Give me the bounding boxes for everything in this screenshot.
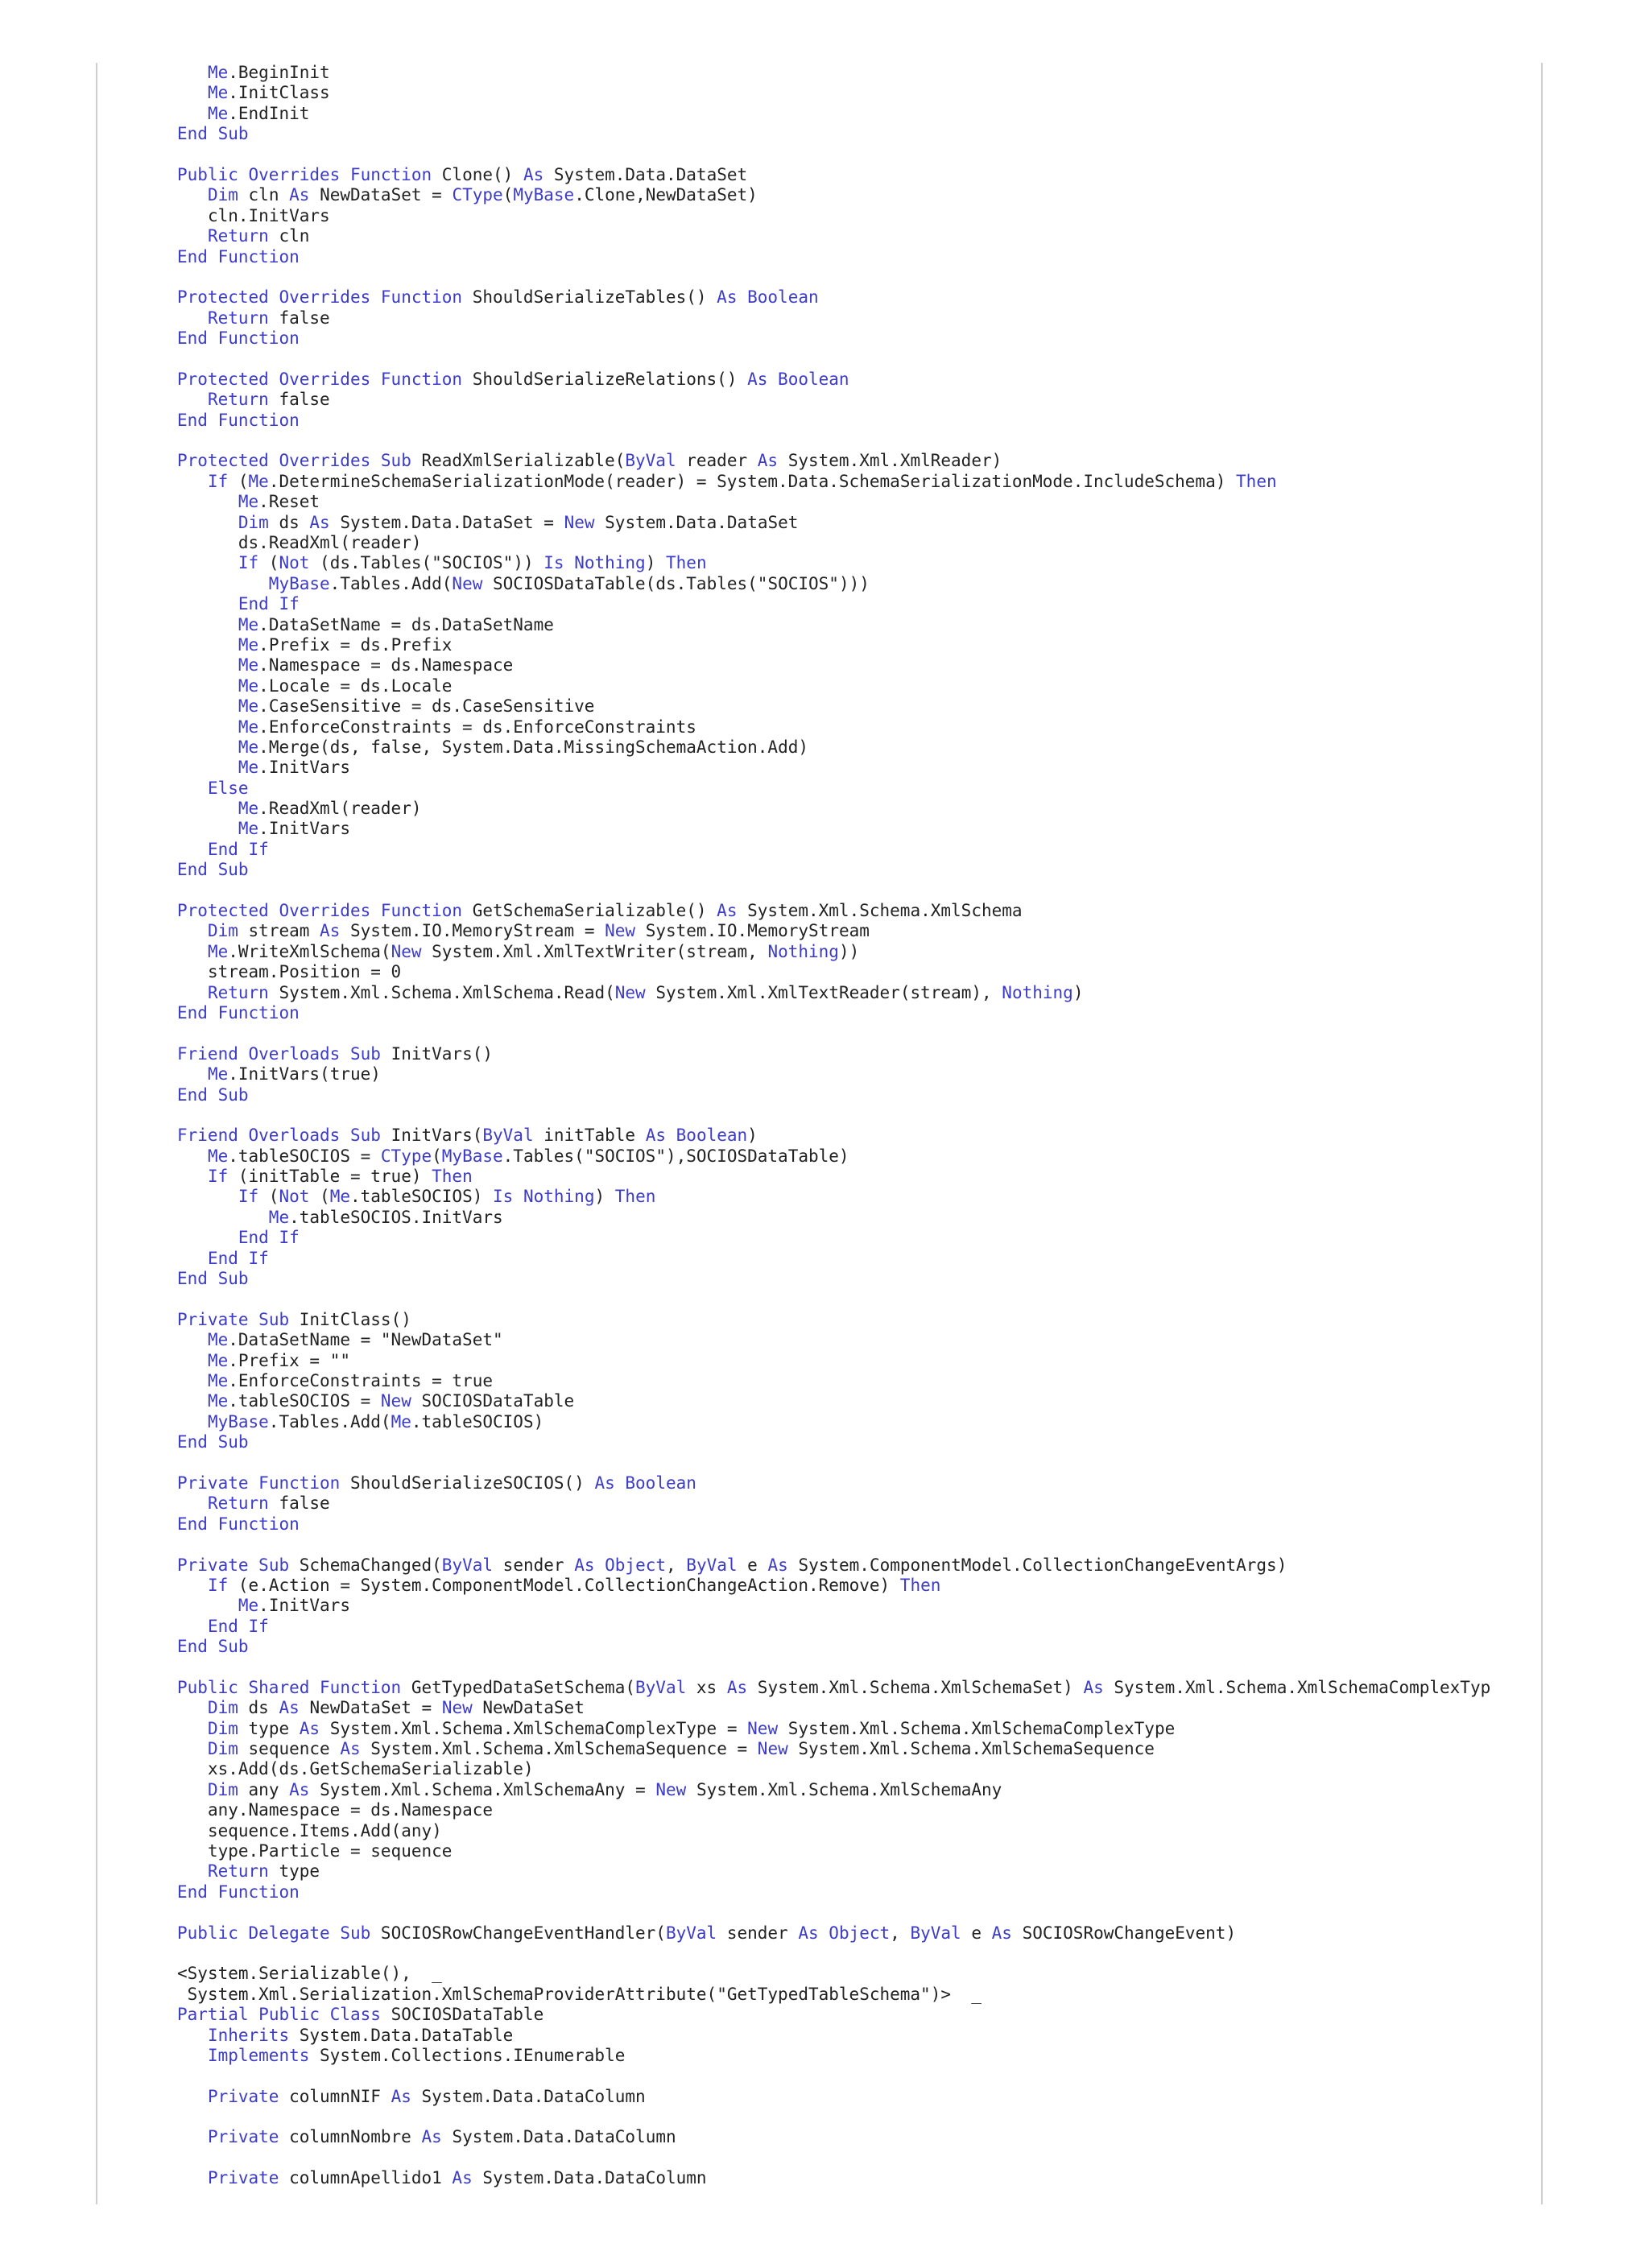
code-line: End Sub bbox=[177, 1432, 249, 1452]
code-line: End Sub bbox=[177, 1637, 249, 1657]
code-line: System.Xml.Serialization.XmlSchemaProviderAttribute("GetTypedTableSchema")> _ bbox=[187, 1984, 982, 2004]
code-line: Private columnNombre As System.Data.DataColumn bbox=[207, 2127, 676, 2147]
code-line bbox=[177, 431, 1649, 451]
code-line: Return System.Xml.Schema.XmlSchema.Read(New System.Xml.XmlTextReader(stream), Nothing) bbox=[207, 982, 1084, 1002]
code-line: End If bbox=[238, 594, 300, 614]
code-line: If (e.Action = System.ComponentModel.CollectionChangeAction.Remove) Then bbox=[207, 1575, 941, 1595]
code-line: ds.ReadXml(reader) bbox=[238, 532, 422, 552]
code-line: Inherits System.Data.DataTable bbox=[207, 2025, 514, 2045]
code-line bbox=[177, 145, 1649, 165]
code-line bbox=[177, 2066, 1649, 2086]
code-line: Me.Prefix = ds.Prefix bbox=[238, 634, 453, 655]
code-line: Me.tableSOCIOS = CType(MyBase.Tables("SOCIOS"),SOCIOSDataTable) bbox=[207, 1146, 849, 1166]
code-line: Dim ds As System.Data.DataSet = New System.Data.DataSet bbox=[238, 512, 799, 532]
code-line: Me.ReadXml(reader) bbox=[238, 799, 422, 819]
code-line: Dim sequence As System.Xml.Schema.XmlSchemaSequence = New System.Xml.Schema.XmlSchemaSequence bbox=[207, 1739, 1155, 1759]
code-line: Me.Prefix = "" bbox=[207, 1350, 350, 1370]
code-line: Me.BeginInit bbox=[207, 63, 330, 82]
code-line: Dim stream As System.IO.MemoryStream = New System.IO.MemoryStream bbox=[207, 921, 870, 941]
code-line: End If bbox=[207, 1248, 269, 1268]
code-line: Private Function ShouldSerializeSOCIOS() As Boolean bbox=[177, 1473, 696, 1493]
code-line: End Sub bbox=[177, 124, 249, 144]
code-line: MyBase.Tables.Add(Me.tableSOCIOS) bbox=[207, 1411, 544, 1431]
code-line: End Function bbox=[177, 1882, 300, 1902]
code-line bbox=[177, 2148, 1649, 2168]
code-line bbox=[177, 1105, 1649, 1126]
code-line: Me.Merge(ds, false, System.Data.MissingSchemaAction.Add) bbox=[238, 737, 809, 757]
code-line: If (initTable = true) Then bbox=[207, 1167, 473, 1187]
code-line bbox=[177, 1023, 1649, 1043]
code-line: Public Shared Function GetTypedDataSetSchema(ByVal xs As System.Xml.Schema.XmlSchemaSet) As System.Xml.Schema.XmlSchemaComplexTyp bbox=[177, 1677, 1491, 1697]
code-line: Implements System.Collections.IEnumerable bbox=[207, 2045, 626, 2065]
code-line bbox=[177, 1902, 1649, 1923]
code-line: Return type bbox=[207, 1861, 320, 1882]
code-line: Private Sub InitClass() bbox=[177, 1309, 411, 1329]
code-line: Protected Overrides Sub ReadXmlSerializable(ByVal reader As System.Xml.XmlReader) bbox=[177, 451, 1002, 471]
code-line: End If bbox=[238, 1228, 300, 1248]
code-line: End Function bbox=[177, 1002, 300, 1022]
code-line: Me.tableSOCIOS = New SOCIOSDataTable bbox=[207, 1391, 575, 1411]
code-line: Return false bbox=[207, 1493, 330, 1514]
code-line: Protected Overrides Function GetSchemaSerializable() As System.Xml.Schema.XmlSchema bbox=[177, 901, 1023, 921]
code-line: Me.DataSetName = "NewDataSet" bbox=[207, 1330, 503, 1350]
code-line: Friend Overloads Sub InitVars() bbox=[177, 1043, 494, 1064]
code-line bbox=[177, 1289, 1649, 1309]
code-line: End Function bbox=[177, 246, 300, 266]
code-line: sequence.Items.Add(any) bbox=[207, 1820, 442, 1840]
code-line: If (Not (Me.tableSOCIOS) Is Nothing) Then bbox=[238, 1187, 656, 1207]
code-line bbox=[177, 881, 1649, 901]
code-line: Private columnApellido1 As System.Data.DataColumn bbox=[207, 2168, 707, 2188]
code-line: <System.Serializable(), _ bbox=[177, 1964, 442, 1984]
code-line: End Function bbox=[177, 1514, 300, 1534]
code-line: Me.EnforceConstraints = true bbox=[207, 1371, 493, 1390]
code-line: End Sub bbox=[177, 860, 249, 880]
code-line: any.Namespace = ds.Namespace bbox=[207, 1800, 494, 1820]
code-line: If (Not (ds.Tables("SOCIOS")) Is Nothing) Then bbox=[238, 553, 707, 573]
code-line: xs.Add(ds.GetSchemaSerializable) bbox=[207, 1759, 534, 1779]
code-line: Private columnNIF As System.Data.DataColumn bbox=[207, 2086, 646, 2106]
code-line: Dim type As System.Xml.Schema.XmlSchemaComplexType = New System.Xml.Schema.XmlSchemaComplexType bbox=[207, 1718, 1176, 1738]
code-line: Dim cln As NewDataSet = CType(MyBase.Clone,NewDataSet) bbox=[207, 185, 758, 205]
code-line: Private Sub SchemaChanged(ByVal sender As Object, ByVal e As System.ComponentModel.CollectionChangeEventArgs) bbox=[177, 1555, 1287, 1575]
code-line: Public Overrides Function Clone() As System.Data.DataSet bbox=[177, 164, 748, 184]
code-line: Me.InitVars bbox=[238, 1596, 350, 1616]
code-line: MyBase.Tables.Add(New SOCIOSDataTable(ds.Tables("SOCIOS"))) bbox=[268, 573, 870, 593]
code-line: End Sub bbox=[177, 1269, 249, 1289]
code-line: Return cln bbox=[207, 226, 310, 246]
code-listing bbox=[177, 63, 1649, 2189]
code-line: Return false bbox=[207, 390, 330, 410]
code-line: Me.InitVars bbox=[238, 819, 350, 839]
code-line: Me.Reset bbox=[238, 492, 320, 512]
code-line: Me.InitVars(true) bbox=[207, 1064, 381, 1084]
code-line bbox=[177, 267, 1649, 287]
code-line: Return false bbox=[207, 308, 330, 328]
code-line: Protected Overrides Function ShouldSerializeTables() As Boolean bbox=[177, 287, 819, 308]
left-margin-rule bbox=[96, 63, 97, 2204]
code-line: Me.DataSetName = ds.DataSetName bbox=[238, 614, 554, 634]
code-line: End Function bbox=[177, 328, 300, 349]
code-line: Me.WriteXmlSchema(New System.Xml.XmlTextWriter(stream, Nothing)) bbox=[207, 941, 860, 961]
code-line: Me.tableSOCIOS.InitVars bbox=[268, 1207, 503, 1227]
code-line: End Sub bbox=[177, 1084, 249, 1105]
code-line: Protected Overrides Function ShouldSerializeRelations() As Boolean bbox=[177, 369, 849, 389]
code-line: Me.InitClass bbox=[207, 83, 330, 103]
code-line: Me.Locale = ds.Locale bbox=[238, 675, 453, 696]
code-line: Dim ds As NewDataSet = New NewDataSet bbox=[207, 1698, 585, 1718]
code-line: Friend Overloads Sub InitVars(ByVal initTable As Boolean) bbox=[177, 1126, 758, 1146]
code-line: stream.Position = 0 bbox=[207, 962, 402, 982]
code-line bbox=[177, 1944, 1649, 1964]
code-line: Me.InitVars bbox=[238, 758, 350, 778]
code-line: Me.CaseSensitive = ds.CaseSensitive bbox=[238, 696, 595, 717]
code-line bbox=[177, 349, 1649, 369]
code-line: type.Particle = sequence bbox=[207, 1840, 453, 1861]
code-line: End Function bbox=[177, 410, 300, 430]
code-line: Public Delegate Sub SOCIOSRowChangeEventHandler(ByVal sender As Object, ByVal e As SOCIOSRowChangeEvent) bbox=[177, 1923, 1237, 1943]
code-line bbox=[177, 1453, 1649, 1473]
code-line: If (Me.DetermineSchemaSerializationMode(reader) = System.Data.SchemaSerializationMode.IncludeSchema) Then bbox=[207, 471, 1277, 491]
code-line bbox=[177, 1657, 1649, 1677]
code-line: Else bbox=[207, 778, 249, 798]
code-line: Me.EnforceConstraints = ds.EnforceConstraints bbox=[238, 717, 696, 737]
code-line: cln.InitVars bbox=[207, 205, 330, 225]
code-line bbox=[177, 2107, 1649, 2127]
code-line: End If bbox=[207, 1616, 269, 1636]
code-line: Partial Public Class SOCIOSDataTable bbox=[177, 2005, 544, 2025]
code-line: Dim any As System.Xml.Schema.XmlSchemaAny = New System.Xml.Schema.XmlSchemaAny bbox=[207, 1779, 1002, 1799]
code-line: Me.Namespace = ds.Namespace bbox=[238, 655, 514, 675]
code-line: Me.EndInit bbox=[207, 103, 310, 123]
code-line bbox=[177, 1535, 1649, 1555]
code-line: End If bbox=[207, 839, 269, 859]
